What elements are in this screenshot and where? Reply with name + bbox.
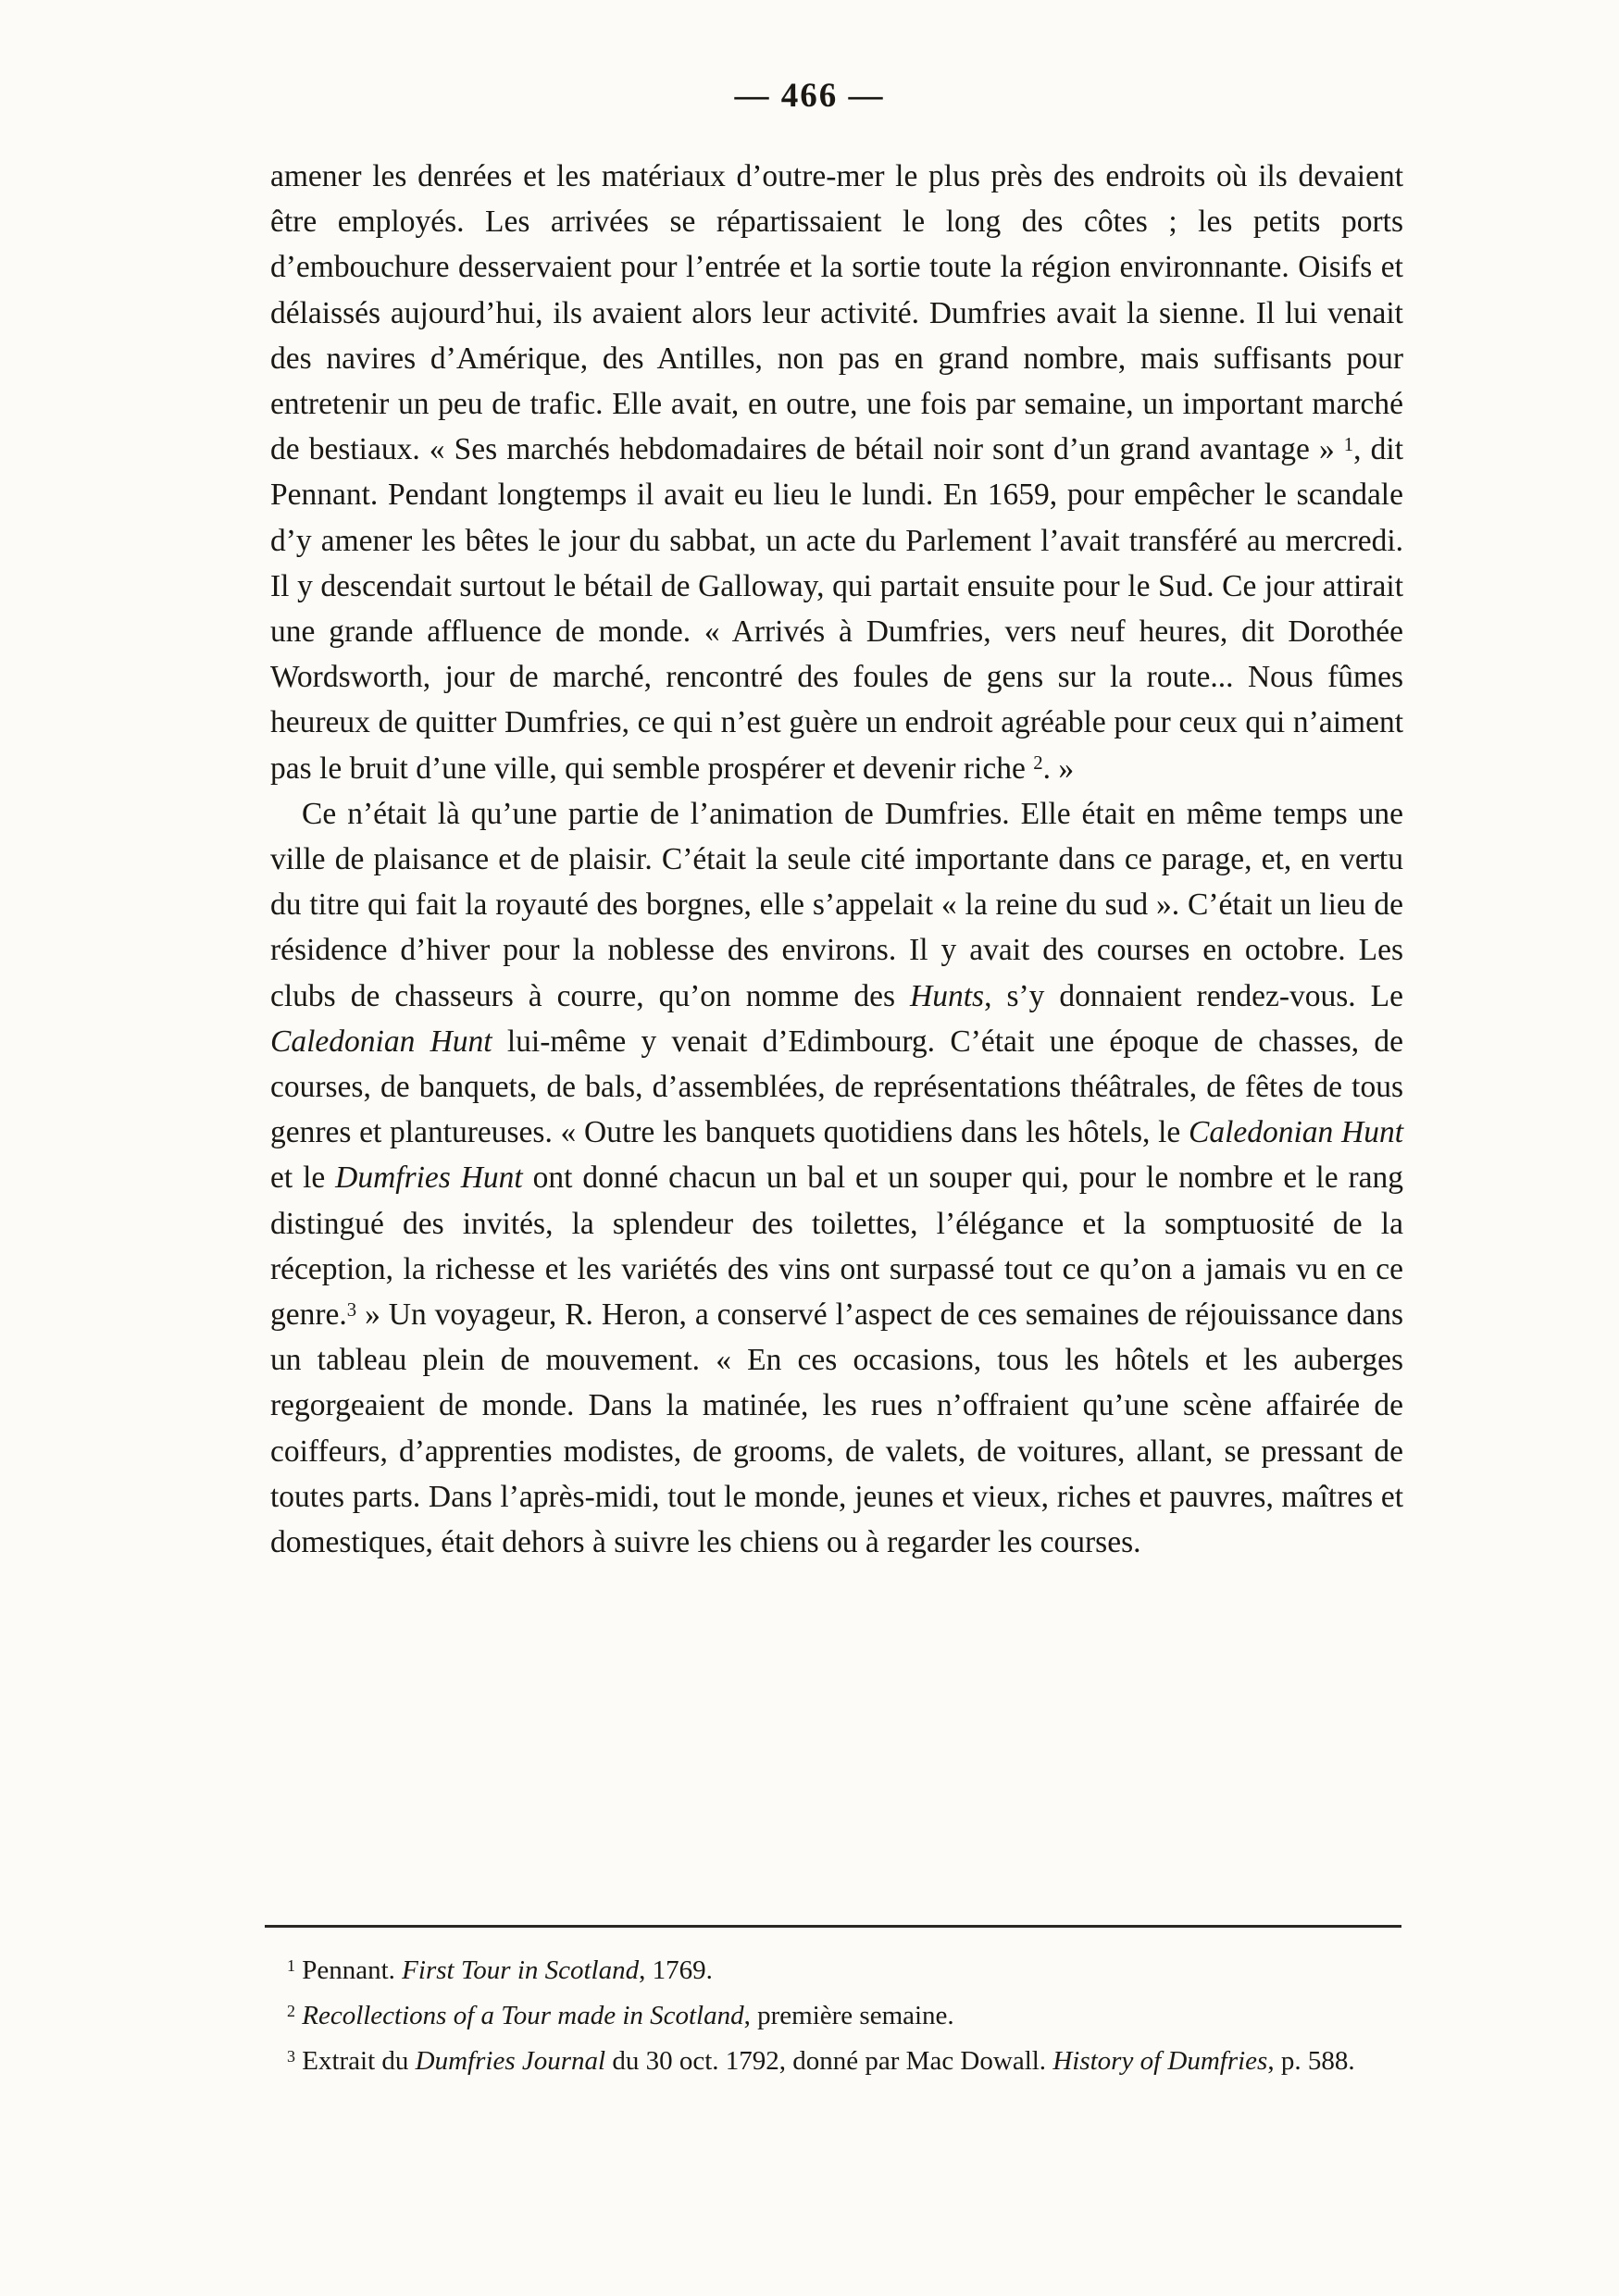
footnotes-section — [241, 1949, 1403, 2085]
paragraph-text: , s’y donnaient rendez-vous. Le — [984, 978, 1403, 1013]
footnote-separator-rule — [265, 1925, 1401, 1928]
footnote-number: 1 — [287, 1955, 295, 1975]
footnote-text: , p. 588. — [1267, 2046, 1355, 2076]
paragraph-text: , dit Pennant. Pendant longtemps il avait eu lieu le lundi. En 1659, pour empêcher le scandale d’y amener les bêtes le jour du sabbat, un acte du Parlement l’avait transféré au mercredi. Il y descendait surtout le bétail de Galloway, qui partait ensuite pour le Sud. Ce jour attirait une grande affluence de monde. « Arrivés à Dumfries, vers neuf heures, dit Dorothée Wordsworth, jour de marché, rencontré des foules de gens sur la route... Nous fûmes heureux de quitter Dumfries, ce qui n’est guère un endroit agréable pour ceux qui n’aiment pas le bruit d’une ville, qui semble prospérer et devenir riche — [270, 432, 1403, 786]
footnote-text: Pennant. — [294, 1955, 403, 1985]
footnote-1 — [241, 1949, 1403, 1992]
paragraph-1 — [270, 154, 1403, 791]
italic-title: Recollections of a Tour made in Scotland — [302, 2001, 744, 2030]
footnote-3 — [241, 2040, 1403, 2082]
footnote-text: , 1769. — [639, 1955, 713, 1985]
paragraph-text: et le — [270, 1160, 336, 1196]
footnote-text: Extrait du — [294, 2046, 416, 2076]
footnote-number: 2 — [287, 2001, 295, 2020]
paragraph-2 — [270, 791, 1403, 1565]
italic-title: Dumfries Journal — [415, 2046, 606, 2076]
footnote-2 — [241, 1994, 1403, 2037]
footnote-number: 3 — [287, 2046, 295, 2066]
footnote-ref-1: 1 — [1343, 433, 1354, 455]
paragraph-text: ont donné chacun un bal et un souper qui, pour le nombre et le rang distingué des invités, la splendeur des toilettes, l’élégance et la somptuosité de la réception, la richesse et les variétés des vins ont surpassé tout ce qu’on a jamais vu en ce genre. — [270, 1160, 1404, 1333]
italic-term: Caledonian Hunt — [270, 1024, 492, 1059]
paragraph-text: lui-même y venait d’Edimbourg. C’était une époque de chasses, de courses, de banquets, de bals, d’assemblées, de représentations théâtrales, de fêtes de tous genres et plantureuses. « Outre les banquets quotidiens dans les hôtels, le — [270, 1024, 1404, 1150]
italic-term: Hunts — [910, 978, 985, 1013]
italic-term: Caledonian Hunt — [1188, 1115, 1403, 1150]
paragraph-text: . » — [1042, 751, 1075, 786]
footnote-text: , première semaine. — [743, 2001, 954, 2030]
footnote-ref-3: 3 — [346, 1298, 357, 1321]
page-number: — 466 — — [734, 77, 885, 115]
italic-term: Dumfries Hunt — [335, 1160, 523, 1196]
italic-title: History of Dumfries — [1052, 2046, 1268, 2076]
body-text — [270, 154, 1403, 1565]
footnote-ref-2: 2 — [1033, 752, 1043, 775]
paragraph-text: » Un voyageur, R. Heron, a conservé l’aspect de ces semaines de réjouissance dans un tableau plein de mouvement. « En ces occasions, tous les hôtels et les auberges regorgeaient de monde. Dans la matinée, les rues n’offraient qu’une scène affairée de coiffeurs, d’apprenties modistes, de grooms, de valets, de voitures, allant, se pressant de toutes parts. Dans l’après-midi, tout le monde, jeunes et vieux, riches et pauvres, maîtres et domestiques, était dehors à suivre les chiens ou à regarder les courses. — [270, 1297, 1403, 1560]
paragraph-text: Ce n’était là qu’une partie de l’animation de Dumfries. Elle était en même temps une ville de plaisance et de plaisir. C’était la seule cité importante dans ce parage, et, en vertu du titre qui fait la royauté des borgnes, elle s’appelait « la reine du sud ». C’était un lieu de résidence d’hiver pour la noblesse des environs. Il y avait des courses en octobre. Les clubs de chasseurs à courre, qu’on nomme des — [270, 796, 1403, 1013]
paragraph-text: amener les denrées et les matériaux d’outre-mer le plus près des endroits où ils devaient être employés. Les arrivées se répartissaient le long des côtes ; les petits ports d’embouchure desservaient pour l’entrée et la sortie toute la région environnante. Oisifs et délaissés aujourd’hui, ils avaient alors leur activité. Dumfries avait la sienne. Il lui venait des navires d’Amérique, des Antilles, non pas en grand nombre, mais suffisants pour entretenir un peu de trafic. Elle avait, en outre, une fois par semaine, un important marché de bestiaux. « Ses marchés hebdomadaires de bétail noir sont d’un grand avantage » — [270, 159, 1403, 467]
footnote-text: du 30 oct. 1792, donné par Mac Dowall. — [605, 2046, 1053, 2076]
italic-title: First Tour in Scotland — [402, 1955, 640, 1985]
